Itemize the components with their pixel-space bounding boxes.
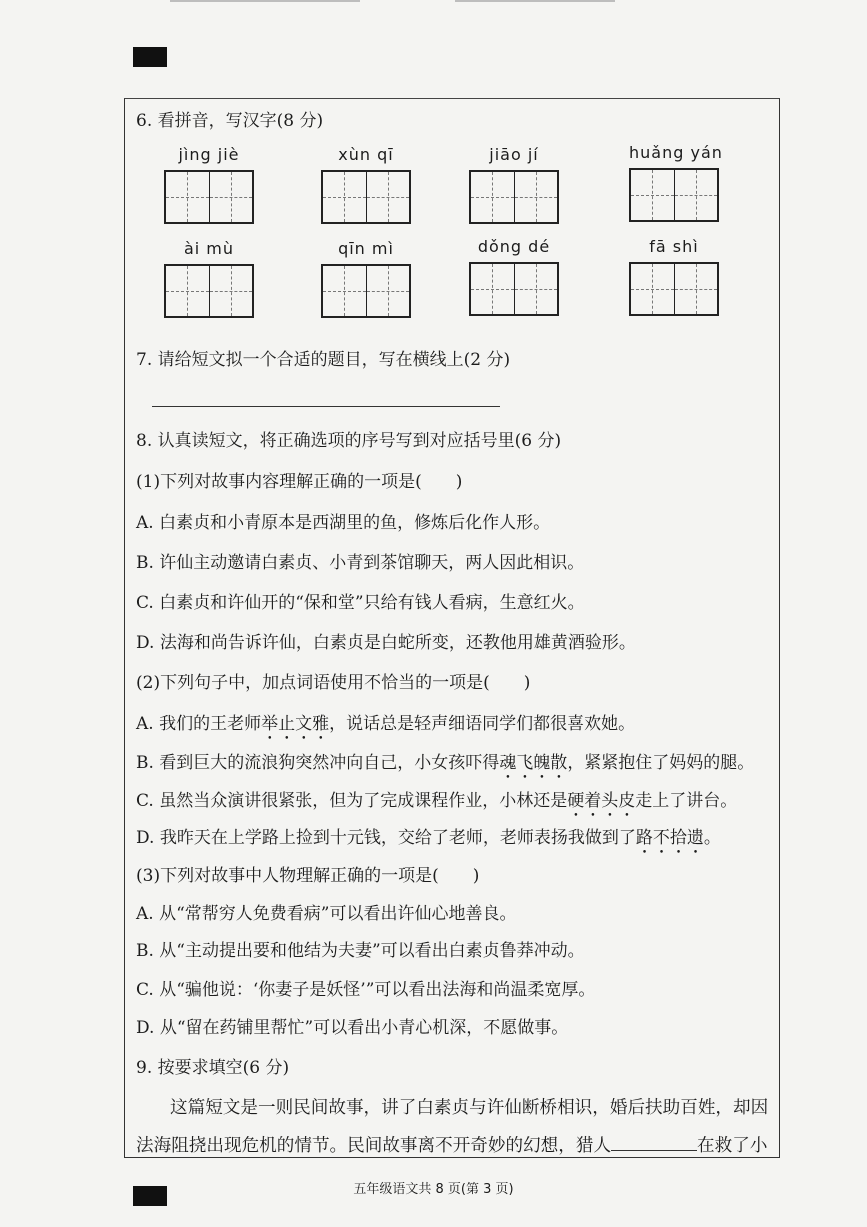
- q6-title: 6. 看拼音，写汉字(8 分): [136, 111, 324, 131]
- q8-sub3-option-c: C. 从“骗他说：‘你妻子是妖怪’”可以看出法海和尚温柔宽厚。: [136, 980, 596, 1000]
- dotted-phrase: 魂飞魄散: [499, 753, 568, 773]
- q8-sub2-option-d: [136, 823, 721, 858]
- pinyin-text: xùn qī: [338, 145, 394, 164]
- q8-sub2-option-b: [136, 748, 754, 783]
- option-text: A. 我们的王老师: [136, 714, 262, 734]
- option-text: B. 看到巨大的流浪狗突然冲向自己，小女孩吓得: [136, 753, 500, 773]
- q8-sub2-option-a: [136, 709, 635, 744]
- q8-sub3-option-d: D. 从“留在药铺里帮忙”可以看出小青心机深，不愿做事。: [136, 1018, 569, 1038]
- option-text: 。: [703, 828, 721, 848]
- q8-sub1-option-a: A. 白素贞和小青原本是西湖里的鱼，修炼后化作人形。: [136, 513, 551, 533]
- q8-sub1-option-c: C. 白素贞和许仙开的“保和堂”只给有钱人看病，生意红火。: [136, 593, 585, 613]
- q8-sub3-prompt: (3)下列对故事中人物理解正确的一项是( ): [136, 866, 480, 886]
- pinyin-text: jiāo jí: [489, 145, 539, 164]
- dotted-phrase: 举止文雅: [261, 714, 330, 734]
- q8-sub3-option-b: B. 从“主动提出要和他结为夫妻”可以看出白素贞鲁莽冲动。: [136, 941, 585, 961]
- q8-title: 8. 认真读短文，将正确选项的序号写到对应括号里(6 分): [136, 431, 562, 451]
- q7-title: 7. 请给短文拟一个合适的题目，写在横线上(2 分): [136, 350, 511, 370]
- writing-box[interactable]: [321, 170, 411, 224]
- q9-title: 9. 按要求填空(6 分): [136, 1058, 290, 1078]
- pinyin-text: dǒng dé: [477, 237, 551, 256]
- option-text: ，紧紧抱住了妈妈的腿。: [567, 753, 755, 773]
- pinyin-text: fā shì: [649, 237, 699, 256]
- q8-sub1-prompt: (1)下列对故事内容理解正确的一项是( ): [136, 472, 463, 492]
- pinyin-text: ài mù: [183, 239, 235, 258]
- writing-box[interactable]: [469, 262, 559, 316]
- q8-sub2-option-c: [136, 786, 737, 821]
- writing-box[interactable]: [164, 264, 254, 318]
- dotted-phrase: 硬着头皮: [567, 791, 636, 811]
- q8-sub2-prompt: (2)下列句子中，加点词语使用不恰当的一项是( ): [136, 673, 531, 693]
- q9-paragraph-line2: [136, 1132, 767, 1157]
- q9-paragraph-line1: 这篇短文是一则民间故事，讲了白素贞与许仙断桥相识，婚后扶助百姓，却因: [170, 1098, 769, 1118]
- q8-sub1-option-d: D. 法海和尚告诉许仙，白素贞是白蛇所变，还教他用雄黄酒验形。: [136, 633, 636, 653]
- option-text: C. 虽然当众演讲很紧张，但为了完成课程作业，小林还是: [136, 791, 568, 811]
- writing-box[interactable]: [321, 264, 411, 318]
- dotted-phrase: 路不拾遗: [635, 828, 704, 848]
- writing-box[interactable]: [629, 168, 719, 222]
- page-footer: 五年级语文共 8 页(第 3 页): [353, 1182, 514, 1197]
- writing-box[interactable]: [629, 262, 719, 316]
- q8-sub1-option-b: B. 许仙主动邀请白素贞、小青到茶馆聊天，两人因此相识。: [136, 553, 585, 573]
- pinyin-text: huǎng yán: [629, 143, 723, 162]
- scan-edge-line: [455, 0, 615, 2]
- q8-sub3-option-a: A. 从“常帮穷人免费看病”可以看出许仙心地善良。: [136, 904, 517, 924]
- option-text: 走上了讲台。: [635, 791, 738, 811]
- pinyin-text: qīn mì: [338, 239, 394, 258]
- option-text: D. 我昨天在上学路上捡到十元钱，交给了老师，老师表扬我做到了: [136, 828, 636, 848]
- fill-blank[interactable]: [611, 1136, 697, 1151]
- option-text: ，说话总是轻声细语同学们都很喜欢她。: [329, 714, 636, 734]
- alignment-marker-top: [133, 47, 167, 67]
- paragraph-text: 法海阻挠出现危机的情节。民间故事离不开奇妙的幻想，猎人: [136, 1136, 612, 1156]
- title-answer-line[interactable]: [152, 406, 500, 407]
- scan-edge-line: [170, 0, 360, 2]
- paragraph-text: 在救了小: [697, 1136, 768, 1156]
- writing-box[interactable]: [164, 170, 254, 224]
- pinyin-text: jìng jiè: [178, 145, 240, 164]
- writing-box[interactable]: [469, 170, 559, 224]
